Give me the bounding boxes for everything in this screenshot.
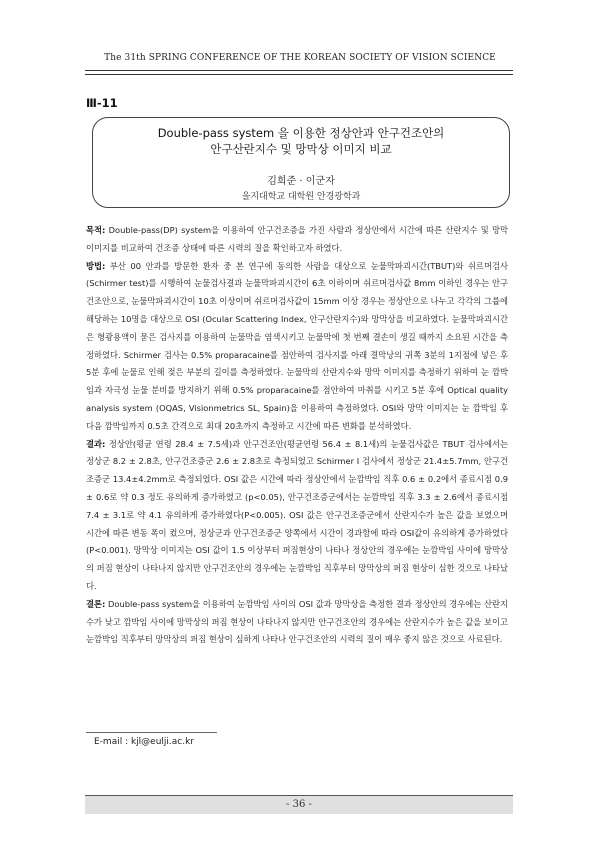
page-number: - 36 - xyxy=(286,799,312,810)
header-rule-top xyxy=(85,70,513,71)
section-results xyxy=(86,436,508,596)
section-label: 방법: xyxy=(86,260,106,271)
affiliation: 을지대학교 대학원 안경광학과 xyxy=(241,192,361,202)
section-label: 목적: xyxy=(86,225,106,235)
section-purpose xyxy=(86,222,508,258)
section-methods xyxy=(86,258,508,436)
header-rule-bottom xyxy=(85,74,513,75)
footnote-rule xyxy=(86,732,217,733)
title-line-2: 안구산란지수 및 망막상 이미지 비교 xyxy=(210,142,392,156)
section-text: Double-pass system을 이용하여 눈깜박임 사이의 OSI 값과 망막상을 측정한 결과 정상안의 경우에는 산란지수가 낮고 깜박임 사이에 망막상의 퍼짐 현상이 나타나지 않지만 안구건조안의 경우에는 산란지수가 높은 값을 보이고 눈깜박임 직후부터 망막상의 퍼짐 현상이 심하게 나타나 안구건조안의 시력의 질이 매우 좋지 않은 것으로 사료된다. xyxy=(86,598,508,645)
section-label: 결론: xyxy=(86,598,106,609)
authors: 김희준 · 이군자 xyxy=(267,176,335,187)
footnote-email: E-mail : kjl@eulji.ac.kr xyxy=(94,737,195,747)
section-text: 정상안(평균 연령 28.4 ± 7.5세)과 안구건조안(평균연령 56.4 ± 8.1세)의 눈물검사값은 TBUT 검사에서는 정상군 8.2 ± 2.8초, 안구건조증군 2.6 ± 2.8초로 측정되었고 Schirmer I 검사에서 정상군 21.4±5.7mm, 안구건조증군 13.4±4.2mm로 측정되었다. OSI 값은 시간에 따라 정상안에서 눈깜박임 직후 0.6 ± 0.2에서 종료시점 0.9 ± 0.6로 약 0.3 정도 유의하게 증가하였고 (p<0.05), 안구건조증군에서는 눈깜박임 직후 3.3 ± 2.6에서 종료시점 7.4 ± 3.1로 약 4.1 유의하게 증가하였다(P<0.005). OSI 값은 안구건조증군에서 산란지수가 높은 값을 보였으며 시간에 따른 변동 폭이 컸으며, 정상군과 안구건조증군 양쪽에서 시간이 경과함에 따라 OSI값이 유의하게 증가하였다(P<0.001). 망막상 이미지는 OSI 값이 1.5 이상부터 퍼짐현상이 나타나 정상안의 경우에는 눈깜박임 사이에 망막상의 퍼짐 현상이 나타나지 않지만 안구건조안의 경우에는 눈깜박임 직후부터 망막상의 퍼짐 현상이 심한 것으로 나타났다. xyxy=(86,438,508,591)
abstract-body xyxy=(86,222,508,649)
section-conclusion xyxy=(86,596,508,649)
section-text: 부산 00 안과를 방문한 환자 중 본 연구에 동의한 사람을 대상으로 눈물막파괴시간(TBUT)와 쉬르머검사(Schirmer test)를 시행하여 눈물검사결과 눈물막파괴시간이 6초 이하이며 쉬르머검사값 8mm 이하인 경우는 안구건조안으로, 눈물막파괴시간이 10초 이상이며 쉬르머검사값이 15mm 이상 경우는 정상안으로 나누고 각각의 그룹에 해당하는 10명을 대상으로 OSI (Ocular Scattering Index, 안구산란지수)와 망막상을 비교하였다. 눈물막파괴시간은 형광용액이 묻은 검사지를 이용하여 눈물막을 염색시키고 눈물막에 첫 번째 결손이 생길 때까지 소요된 시간을 측정하였다. Schirmer 검사는 0.5% proparacaine를 점안하여 검사지를 아래 결막낭의 귀쪽 3분의 1지점에 넣은 후 5분 후에 눈물로 인해 젖은 부분의 길이를 측정하였다. 눈물막의 산란지수와 망막 이미지를 측정하기 위하여 눈 깜박임과 자극성 눈물 분비를 방지하기 위해 0.5% proparacaine를 점안하여 마취를 시키고 5분 후에 Optical quality analysis system (OQAS, Visionmetrics SL, Spain)을 이용하여 측정하였다. OSI와 망막 이미지는 눈 깜박임 후 다음 깜박임까지 0.5초 간격으로 최대 20초까지 측정하고 시간에 따른 변화를 분석하였다. xyxy=(86,260,508,431)
section-code: Ⅲ-11 xyxy=(86,96,118,110)
running-header: The 31th SPRING CONFERENCE OF THE KOREAN SOCIETY OF VISION SCIENCE xyxy=(104,53,496,63)
title-line-1: Double-pass system 을 이용한 정상안과 안구건조안의 xyxy=(157,126,445,140)
section-text: Double-pass(DP) system을 이용하여 안구건조증을 가진 사람과 정상안에서 시간에 따른 산란지수 및 망막이미지를 비교하여 건조증 상태에 따른 시력의 질을 확인하고자 하였다. xyxy=(86,225,508,253)
page-footer-bar xyxy=(85,795,513,814)
section-label: 결과: xyxy=(86,438,106,449)
